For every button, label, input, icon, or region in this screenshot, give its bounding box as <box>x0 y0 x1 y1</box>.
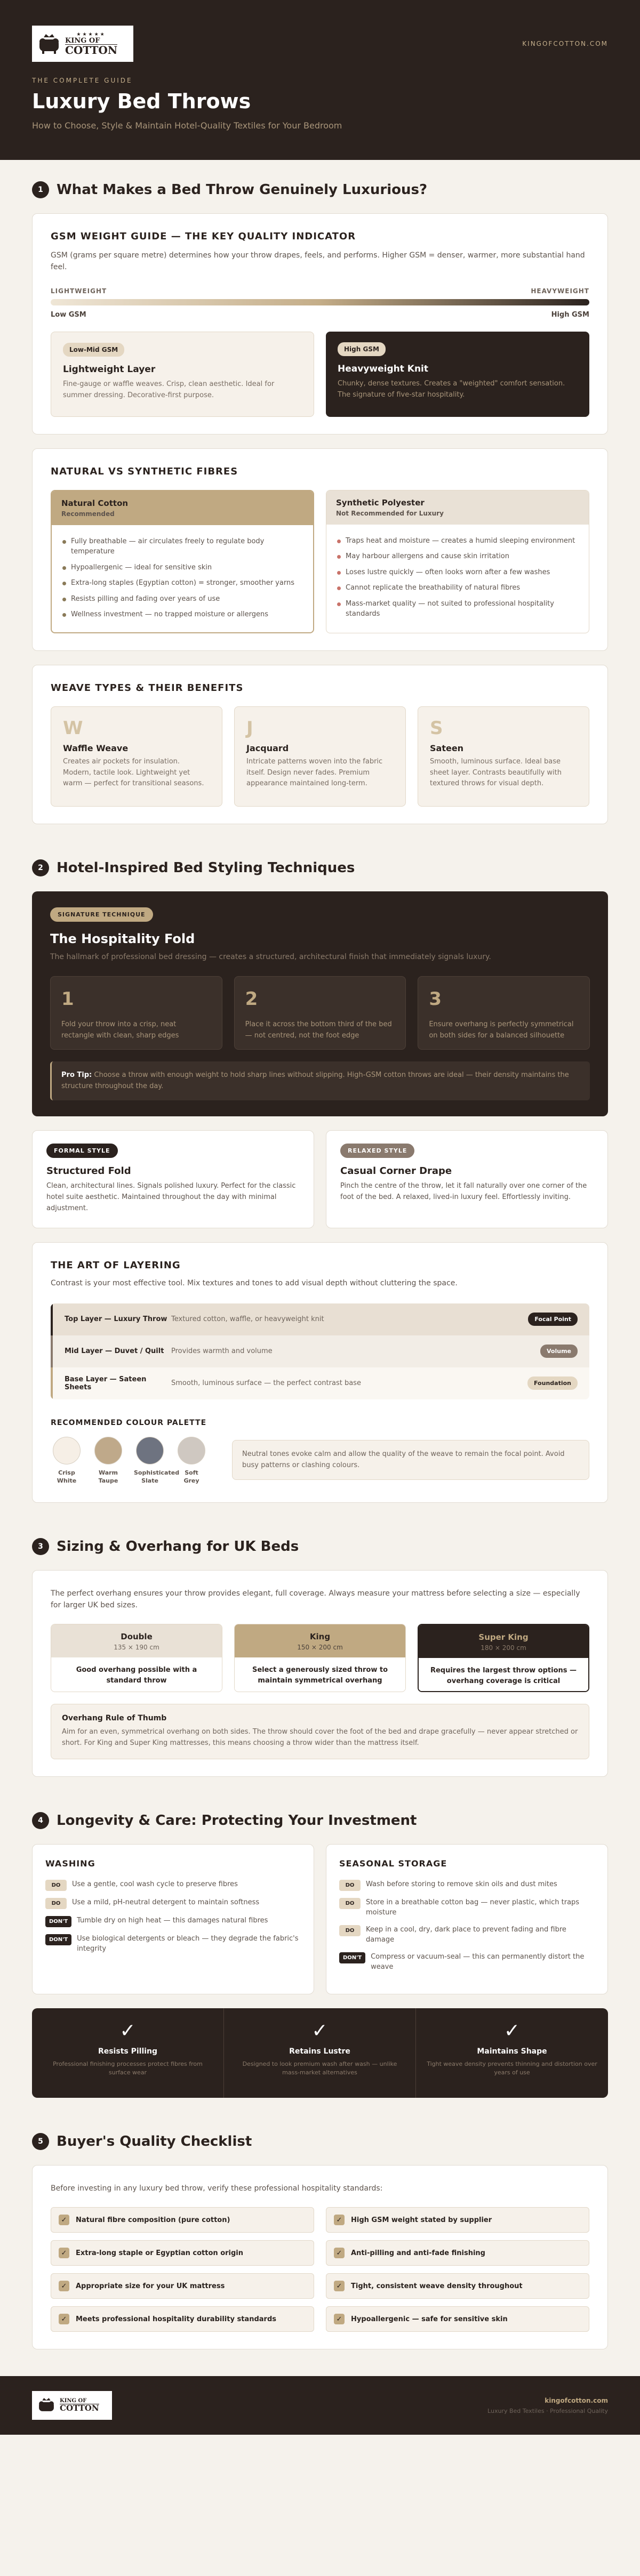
layer-desc: Provides warmth and volume <box>171 1347 273 1356</box>
care-text: Use biological detergents or bleach — they degrade the fabric's integrity <box>77 1934 299 1953</box>
panel-sub: Recommended <box>61 510 115 518</box>
colour-palette <box>51 1437 589 1485</box>
fibres-card <box>32 448 608 651</box>
palette-swatch <box>134 1437 180 1485</box>
checkbox-icon[interactable]: ✓ <box>59 2314 69 2324</box>
layer-tag: Foundation <box>527 1376 578 1390</box>
step-card <box>50 976 222 1050</box>
weave-item <box>418 706 589 807</box>
size-card-double <box>51 1624 222 1692</box>
style-card-formal <box>32 1130 314 1228</box>
weave-card <box>32 665 608 824</box>
gsm-high: High GSM <box>551 310 589 319</box>
washing-card <box>32 1844 314 1994</box>
stat-item <box>224 2008 416 2098</box>
checklist-item[interactable] <box>51 2306 314 2332</box>
weave-desc: Intricate patterns woven into the fabric itself. Design never fades. Premium appearance maintained long-term. <box>246 757 383 788</box>
page-title: Luxury Bed Throws <box>32 90 251 113</box>
size-title: Super King <box>478 1632 529 1643</box>
care-title: SEASONAL STORAGE <box>339 1858 447 1869</box>
list-item: Hypoallergenic — ideal for sensitive skin <box>62 560 302 576</box>
panel-title: Natural Cotton <box>61 498 129 508</box>
checklist-item[interactable] <box>326 2240 589 2266</box>
section-title: Buyer's Quality Checklist <box>57 2133 252 2150</box>
palette-swatch <box>51 1437 83 1485</box>
swatch-name: Slate <box>141 1477 158 1485</box>
size-card-king <box>234 1624 406 1692</box>
style-badge: FORMAL STYLE <box>46 1144 118 1158</box>
weave-item <box>234 706 406 807</box>
gsm-guide-card <box>32 213 608 434</box>
step-number: 2 <box>245 988 258 1010</box>
swatch-name: Soft <box>185 1469 198 1476</box>
stat-title: Resists Pilling <box>98 2047 158 2056</box>
size-title: King <box>309 1632 331 1642</box>
gsm-box-dark <box>326 332 589 417</box>
signature-title: The Hospitality Fold <box>50 931 195 946</box>
gsm-left-label: LIGHTWEIGHT <box>51 287 107 295</box>
checkbox-icon[interactable]: ✓ <box>59 2281 69 2291</box>
pro-tip <box>50 1061 590 1101</box>
crown-sheep-icon <box>37 32 61 55</box>
checklist-card <box>32 2165 608 2349</box>
layer-row <box>51 1367 589 1399</box>
care-text: Use a gentle, cool wash cycle to preserve fibres <box>72 1880 238 1888</box>
swatch-name: Grey <box>183 1477 199 1485</box>
care-row <box>45 1894 301 1912</box>
care-text: Wash before storing to remove skin oils and dust mites <box>366 1880 557 1888</box>
list-item: Mass-market quality — not suited to professional hospitality standards <box>337 596 578 622</box>
layer-desc: Smooth, luminous surface — the perfect contrast base <box>171 1379 361 1388</box>
section-sizing <box>0 1517 640 1777</box>
dont-chip: DON'T <box>45 1916 71 1927</box>
checkbox-icon[interactable]: ✓ <box>334 2215 345 2225</box>
gsm-low: Low GSM <box>51 310 86 319</box>
dont-chip: DON'T <box>339 1952 365 1963</box>
logo-line1: KING OF <box>65 36 100 45</box>
stat-title: Retains Lustre <box>289 2047 350 2056</box>
hero-eyebrow: THE COMPLETE GUIDE <box>32 77 133 84</box>
care-row <box>339 1876 595 1894</box>
weave-title: Jacquard <box>246 743 289 753</box>
swatch-name: Warm <box>98 1469 118 1476</box>
style-badge: RELAXED STYLE <box>340 1144 414 1158</box>
pro-tip-text: Choose a throw with enough weight to hold sharp lines without slipping. High-GSM cotton throws are ideal — their density maintains the structure throughout the day. <box>61 1070 569 1090</box>
weave-letter: W <box>63 717 83 739</box>
page-subtitle: How to Choose, Style & Maintain Hotel-Quality Textiles for Your Bedroom <box>32 120 342 131</box>
checklist-text: Meets professional hospitality durability standards <box>76 2315 276 2323</box>
care-text: Use a mild, pH-neutral detergent to maintain softness <box>72 1898 260 1906</box>
checklist-item[interactable] <box>51 2273 314 2299</box>
checklist-item[interactable] <box>326 2273 589 2299</box>
card-title: THE ART OF LAYERING <box>51 1260 181 1271</box>
size-note: Requires the largest throw options — overhang coverage is critical <box>419 1658 588 1691</box>
signature-badge: SIGNATURE TECHNIQUE <box>50 907 153 922</box>
weave-letter: S <box>430 717 443 739</box>
gsm-box-title: Heavyweight Knit <box>338 363 428 374</box>
care-text: Compress or vacuum-seal — this can permanently distort the weave <box>371 1952 585 1971</box>
footer-logo[interactable] <box>32 2391 112 2420</box>
logo-line1: KING OF <box>60 2398 87 2404</box>
checkbox-icon[interactable]: ✓ <box>59 2248 69 2258</box>
card-title: NATURAL VS SYNTHETIC FIBRES <box>51 465 238 477</box>
list-item: Resists pilling and fading over years of use <box>62 591 302 607</box>
footer-tagline: Luxury Bed Textiles · Professional Quality <box>487 2407 608 2414</box>
card-title: GSM WEIGHT GUIDE — THE KEY QUALITY INDICATOR <box>51 231 356 242</box>
checklist-text: Anti-pilling and anti-fade finishing <box>351 2249 485 2257</box>
swatch-circle <box>136 1437 164 1464</box>
palette-title: RECOMMENDED COLOUR PALETTE <box>51 1418 207 1427</box>
gsm-pill: High GSM <box>338 342 386 356</box>
size-dims: 180 × 200 cm <box>481 1644 526 1652</box>
list-item: May harbour allergens and cause skin irritation <box>337 549 578 565</box>
gsm-gradient-bar <box>51 299 589 305</box>
list-item: Wellness investment — no trapped moisture or allergens <box>62 607 302 623</box>
site-link[interactable]: KINGOFCOTTON.COM <box>522 40 608 47</box>
list-item: Extra-long staples (Egyptian cotton) = stronger, smoother yarns <box>62 575 302 591</box>
care-row <box>339 1921 595 1949</box>
size-dims: 150 × 200 cm <box>297 1644 343 1652</box>
style-title: Casual Corner Drape <box>340 1165 452 1177</box>
step-number: 1 <box>61 988 74 1010</box>
gsm-box-desc: Fine-gauge or waffle weaves. Crisp, clean aesthetic. Ideal for summer dressing. Decorative-first purpose. <box>63 380 275 399</box>
care-text: Tumble dry on high heat — this damages natural fibres <box>77 1916 268 1925</box>
swatch-name: White <box>57 1477 77 1485</box>
checklist-item[interactable] <box>51 2240 314 2266</box>
storage-card <box>326 1844 608 1994</box>
layer-title: Mid Layer — Duvet / Quilt <box>65 1347 164 1356</box>
list-item: Cannot replicate the breathability of natural fibres <box>337 580 578 596</box>
layer-tag: Volume <box>540 1345 578 1358</box>
checkbox-icon[interactable]: ✓ <box>59 2215 69 2225</box>
stat-title: Maintains Shape <box>477 2047 547 2056</box>
checklist-text: High GSM weight stated by supplier <box>351 2216 492 2224</box>
size-note: Good overhang possible with a standard throw <box>51 1657 222 1690</box>
checklist-text: Natural fibre composition (pure cotton) <box>76 2216 230 2224</box>
checklist-text: Hypoallergenic — safe for sensitive skin <box>351 2315 508 2323</box>
list-item: Fully breathable — air circulates freely to regulate body temperature <box>62 534 302 560</box>
stat-item <box>32 2008 224 2098</box>
swatch-name: Crisp <box>58 1469 75 1476</box>
layer-title: Base Layer — Sateen Sheets <box>65 1375 147 1391</box>
check-icon: ✓ <box>119 2019 136 2042</box>
do-chip: DO <box>45 1898 67 1909</box>
quality-stats-band <box>32 2008 608 2098</box>
stat-desc: Tight weave density prevents thinning and distortion over years of use <box>427 2060 597 2076</box>
weave-title: Waffle Weave <box>63 743 129 753</box>
stat-item <box>416 2008 608 2098</box>
section-number: 1 <box>32 181 49 198</box>
synthetic-fibre-panel <box>326 490 589 633</box>
sizing-card <box>32 1570 608 1777</box>
layer-desc: Textured cotton, waffle, or heavyweight knit <box>171 1315 324 1324</box>
hero-header <box>0 0 640 160</box>
checkbox-icon[interactable]: ✓ <box>334 2314 345 2324</box>
size-card-super-king <box>418 1624 589 1692</box>
brand-logo[interactable] <box>32 26 133 62</box>
gsm-box-title: Lightweight Layer <box>63 364 156 375</box>
card-title: WEAVE TYPES & THEIR BENEFITS <box>51 682 244 694</box>
check-icon: ✓ <box>503 2019 521 2042</box>
rule-title: Overhang Rule of Thumb <box>62 1714 167 1723</box>
weave-letter: J <box>246 717 253 739</box>
checkbox-icon[interactable]: ✓ <box>334 2248 345 2258</box>
step-desc: Fold your throw into a crisp, neat rectangle with clean, sharp edges <box>61 1020 179 1040</box>
section-number: 4 <box>32 1812 49 1829</box>
stat-desc: Designed to look premium wash after wash — unlike mass-market alternatives <box>242 2060 397 2076</box>
section-checklist <box>0 2112 640 2349</box>
pro-tip-label: Pro Tip: <box>61 1070 92 1079</box>
do-chip: DO <box>339 1898 361 1909</box>
palette-note: Neutral tones evoke calm and allow the quality of the weave to remain the focal point. Avoid busy patterns or clashing colours. <box>232 1440 589 1480</box>
step-desc: Place it across the bottom third of the bed — not centred, not the foot edge <box>245 1020 392 1040</box>
swatch-circle <box>178 1437 205 1464</box>
check-icon: ✓ <box>311 2019 328 2042</box>
swatch-name: Taupe <box>98 1477 118 1485</box>
do-chip: DO <box>45 1880 67 1891</box>
style-desc: Pinch the centre of the throw, let it fall naturally over one corner of the foot of the bed. A relaxed, lived-in luxury feel. Effortlessly inviting. <box>340 1182 587 1202</box>
checklist-text: Tight, consistent weave density throughout <box>351 2282 523 2290</box>
list-item: Traps heat and moisture — creates a humid sleeping environment <box>337 533 578 549</box>
signature-lead: The hallmark of professional bed dressing — creates a structured, architectural finish that immediately signals luxury. <box>50 952 491 961</box>
checklist-text: Appropriate size for your UK mattress <box>76 2282 225 2290</box>
size-title: Double <box>121 1632 153 1642</box>
section-number: 3 <box>32 1538 49 1555</box>
weave-item <box>51 706 222 807</box>
section-title: Sizing & Overhang for UK Beds <box>57 1538 299 1555</box>
layer-tag: Focal Point <box>528 1313 578 1326</box>
care-row <box>339 1894 595 1921</box>
logo-stars: ★★★★★ <box>76 31 106 37</box>
weave-title: Sateen <box>430 743 464 753</box>
care-text: Store in a breathable cotton bag — never plastic, which traps moisture <box>366 1898 580 1917</box>
weave-desc: Creates air pockets for insulation. Modern, tactile look. Lightweight yet warm — perfect for transitional seasons. <box>63 757 204 788</box>
checklist-text: Extra-long staple or Egyptian cotton origin <box>76 2249 244 2257</box>
card-desc: Before investing in any luxury bed throw, verify these professional hospitality standards: <box>51 2184 383 2193</box>
palette-swatch <box>92 1437 124 1485</box>
natural-fibre-panel <box>51 490 314 633</box>
card-desc: The perfect overhang ensures your throw provides elegant, full coverage. Always measure your mattress before selecting a size — especially for larger UK bed sizes. <box>51 1589 580 1609</box>
signature-technique-card <box>32 891 608 1117</box>
gsm-pill: Low-Mid GSM <box>63 343 124 357</box>
card-desc: GSM (grams per square metre) determines how your throw drapes, feels, and performs. Higher GSM = denser, warmer, more substantial hand feel. <box>51 251 585 272</box>
section-luxury <box>0 160 640 824</box>
step-card <box>234 976 406 1050</box>
list-item: Loses lustre quickly — often looks worn after a few washes <box>337 565 578 581</box>
step-desc: Ensure overhang is perfectly symmetrical on both sides for a balanced silhouette <box>429 1020 574 1040</box>
section-title: Longevity & Care: Protecting Your Investment <box>57 1812 417 1829</box>
section-styling <box>0 838 640 1503</box>
layer-title: Top Layer — Luxury Throw <box>65 1315 167 1324</box>
section-title: Hotel-Inspired Bed Styling Techniques <box>57 859 355 876</box>
care-title: WASHING <box>45 1858 95 1869</box>
layer-row <box>51 1303 589 1335</box>
footer-url[interactable]: kingofcotton.com <box>545 2396 608 2404</box>
page-footer <box>0 2376 640 2435</box>
palette-swatch <box>175 1437 207 1485</box>
section-number: 2 <box>32 859 49 876</box>
care-text: Keep in a cool, dry, dark place to prevent fading and fibre damage <box>366 1925 566 1944</box>
section-care <box>0 1791 640 2098</box>
layer-row <box>51 1335 589 1367</box>
rule-text: Aim for an even, symmetrical overhang on both sides. The throw should cover the foot of the bed and drape gracefully — never appear stretched or short. For King and Super King mattresses, this means choosing a throw wider than the mattress itself. <box>62 1728 578 1748</box>
checklist-item[interactable] <box>51 2207 314 2233</box>
style-desc: Clean, architectural lines. Signals polished luxury. Perfect for the classic hotel suite aesthetic. Maintained throughout the day with minimal adjustment. <box>46 1182 296 1212</box>
weave-desc: Smooth, luminous surface. Ideal base sheet layer. Contrasts beautifully with textured throws for visual depth. <box>430 757 562 788</box>
do-chip: DO <box>339 1925 361 1936</box>
dont-chip: DON'T <box>45 1934 71 1945</box>
checklist-item[interactable] <box>326 2207 589 2233</box>
stat-desc: Professional finishing processes protect fibres from surface wear <box>53 2060 203 2076</box>
swatch-name: Sophisticated <box>134 1469 180 1476</box>
panel-title: Synthetic Polyester <box>336 497 425 508</box>
section-title: What Makes a Bed Throw Genuinely Luxurious? <box>57 182 428 198</box>
step-number: 3 <box>429 988 442 1010</box>
gsm-right-label: HEAVYWEIGHT <box>531 287 589 295</box>
size-note: Select a generously sized throw to maintain symmetrical overhang <box>235 1657 405 1690</box>
swatch-circle <box>94 1437 122 1464</box>
swatch-circle <box>53 1437 81 1464</box>
panel-sub: Not Recommended for Luxury <box>336 509 444 517</box>
style-card-relaxed <box>326 1130 608 1228</box>
care-row <box>339 1949 595 1976</box>
layering-card <box>32 1242 608 1502</box>
do-chip: DO <box>339 1880 361 1891</box>
overhang-rule <box>51 1704 589 1759</box>
layer-stack <box>51 1303 589 1399</box>
checklist-item[interactable] <box>326 2306 589 2332</box>
style-title: Structured Fold <box>46 1165 131 1177</box>
step-card <box>418 976 590 1050</box>
checkbox-icon[interactable]: ✓ <box>334 2281 345 2291</box>
care-row <box>45 1930 301 1958</box>
care-row <box>45 1912 301 1930</box>
card-desc: Contrast is your most effective tool. Mix textures and tones to add visual depth without cluttering the space. <box>51 1279 458 1288</box>
gsm-box-light <box>51 332 314 417</box>
section-number: 5 <box>32 2133 49 2150</box>
size-dims: 135 × 190 cm <box>114 1644 159 1652</box>
logo-line2: COTTON <box>60 2403 99 2413</box>
crown-sheep-icon <box>37 2396 55 2414</box>
care-row <box>45 1876 301 1894</box>
logo-line2: COTTON <box>65 43 118 57</box>
gsm-box-desc: Chunky, dense textures. Creates a "weighted" comfort sensation. The signature of five-star hospitality. <box>338 379 565 399</box>
